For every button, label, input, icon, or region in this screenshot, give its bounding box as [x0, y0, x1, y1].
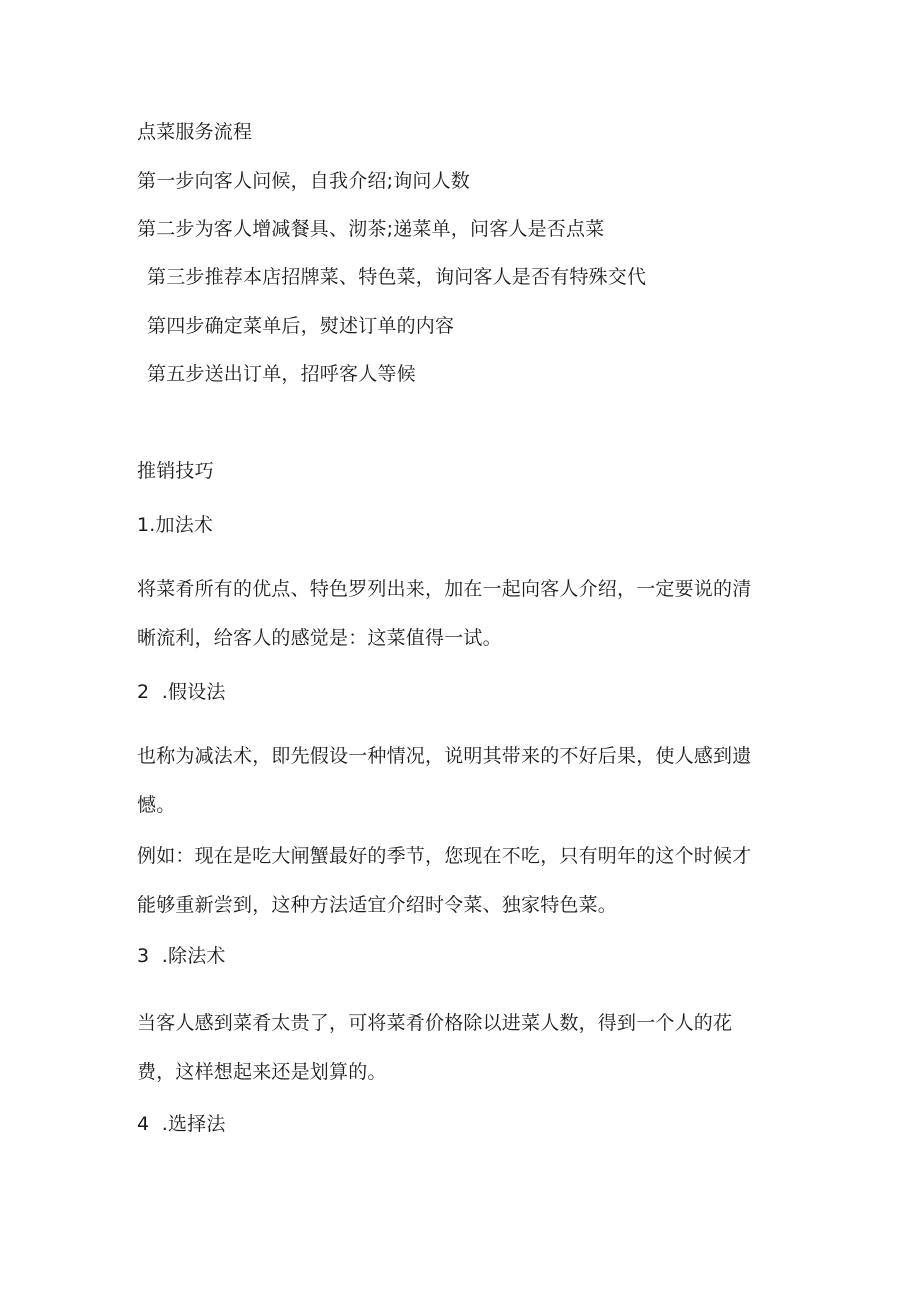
item-2-line-2: 憾。	[137, 794, 176, 816]
item-2-line-4: 能够重新尝到，这种方法适宜介绍时令菜、独家特色菜。	[137, 894, 618, 916]
item-heading-4: 4 .选择法	[137, 1113, 226, 1135]
item-3-line-1: 当客人感到菜肴太贵了，可将菜肴价格除以进菜人数，得到一个人的花	[137, 1012, 733, 1034]
item-heading-2: 2 .假设法	[137, 681, 226, 703]
section-title-ordering-process: 点菜服务流程	[137, 121, 253, 143]
item-3-line-2: 费，这样想起来还是划算的。	[137, 1061, 387, 1083]
item-1-line-2: 晰流利，给客人的感觉是：这菜值得一试。	[137, 627, 502, 649]
section-title-sales-skills: 推销技巧	[137, 460, 214, 482]
item-heading-3: 3 .除法术	[137, 945, 226, 967]
step-3: 第三步推荐本店招牌菜、特色菜，询问客人是否有特殊交代	[147, 266, 647, 288]
item-2-line-1: 也称为减法术，即先假设一种情况，说明其带来的不好后果，使人感到遗	[137, 745, 752, 767]
item-1-line-1: 将菜肴所有的优点、特色罗列出来，加在一起向客人介绍，一定要说的清	[137, 578, 752, 600]
item-2-line-3: 例如：现在是吃大闸蟹最好的季节，您现在不吃，只有明年的这个时候才	[137, 845, 752, 867]
step-2: 第二步为客人增减餐具、沏茶;递菜单，问客人是否点菜	[137, 218, 605, 240]
item-heading-1: 1.加法术	[137, 514, 214, 536]
step-5: 第五步送出订单，招呼客人等候	[147, 363, 416, 385]
step-1: 第一步向客人问候，自我介绍;询问人数	[137, 170, 471, 192]
step-4: 第四步确定菜单后，熨述订单的内容	[147, 315, 455, 337]
